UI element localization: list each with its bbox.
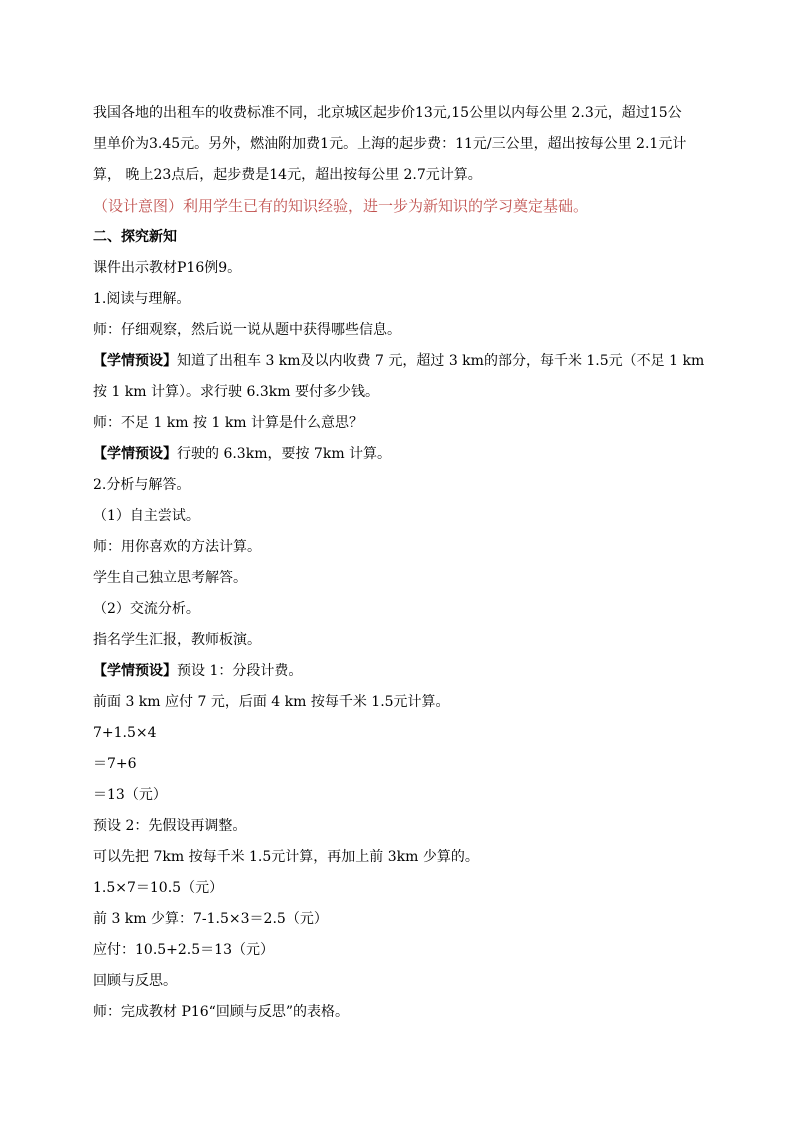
- formula-line: ＝13（元）: [93, 787, 167, 803]
- text-line: 预设 2：先假设再调整。: [93, 818, 247, 834]
- preset-tag: 【学情预设】: [93, 663, 177, 679]
- text-line: 2.分析与解答。: [93, 477, 191, 493]
- text-line: 师：完成教材 P16“回顾与反思”的表格。: [93, 1004, 349, 1020]
- formula-line: 应付：10.5+2.5＝13（元）: [93, 942, 274, 958]
- intro-line-2: 里单价为3.45元。另外，燃油附加费1元。上海的起步费：11元/三公里，超出按每公里 2.1元计: [93, 136, 687, 152]
- preset-tag: 【学情预设】: [93, 353, 177, 369]
- text-line: （2）交流分析。: [93, 601, 200, 617]
- preset-text: 预设 1：分段计费。: [177, 663, 303, 679]
- document-page: [93, 98, 713, 1028]
- preset-line: [93, 439, 713, 470]
- text-line: （1）自主尝试。: [93, 508, 200, 524]
- formula-line: 1.5×7＝10.5（元）: [93, 880, 224, 896]
- text-line: 指名学生汇报，教师板演。: [93, 632, 261, 648]
- preset-text: 知道了出租车 3 km及以内收费 7 元，超过 3 km的部分，每千米 1.5元（不足 1 km: [177, 353, 705, 369]
- intro-line-1: 我国各地的出租车的收费标准不同，北京城区起步价13元,15公里以内每公里 2.3元，超过15公: [93, 105, 682, 121]
- text-line: 可以先把 7km 按每千米 1.5元计算，再加上前 3km 少算的。: [93, 849, 479, 865]
- text-line: 按 1 km 计算）。求行驶 6.3km 要付多少钱。: [93, 384, 379, 400]
- text-line: 1.阅读与理解。: [93, 291, 191, 307]
- design-intent: （设计意图）利用学生已有的知识经验，进一步为新知识的学习奠定基础。: [93, 197, 589, 215]
- preset-tag: 【学情预设】: [93, 446, 177, 462]
- preset-text: 行驶的 6.3km，要按 7km 计算。: [177, 446, 392, 462]
- section-heading: 二、探究新知: [93, 229, 177, 245]
- intro-paragraph: [93, 98, 713, 191]
- preset-line: [93, 346, 713, 377]
- preset-line: [93, 656, 713, 687]
- formula-line: 前 3 km 少算：7-1.5×3＝2.5（元）: [93, 911, 328, 927]
- text-line: 课件出示教材P16例9。: [93, 260, 242, 276]
- formula-line: 7+1.5×4: [93, 725, 157, 741]
- text-line: 师：用你喜欢的方法计算。: [93, 539, 261, 555]
- text-line: 师：仔细观察，然后说一说从题中获得哪些信息。: [93, 322, 401, 338]
- text-line: 师：不足 1 km 按 1 km 计算是什么意思？: [93, 415, 364, 431]
- formula-line: ＝7+6: [93, 756, 137, 772]
- intro-line-3: 算， 晚上23点后，起步费是14元，超出按每公里 2.7元计算。: [93, 167, 482, 183]
- text-line: 学生自己独立思考解答。: [93, 570, 247, 586]
- text-line: 前面 3 km 应付 7 元，后面 4 km 按每千米 1.5元计算。: [93, 694, 450, 710]
- text-line: 回顾与反思。: [93, 973, 177, 989]
